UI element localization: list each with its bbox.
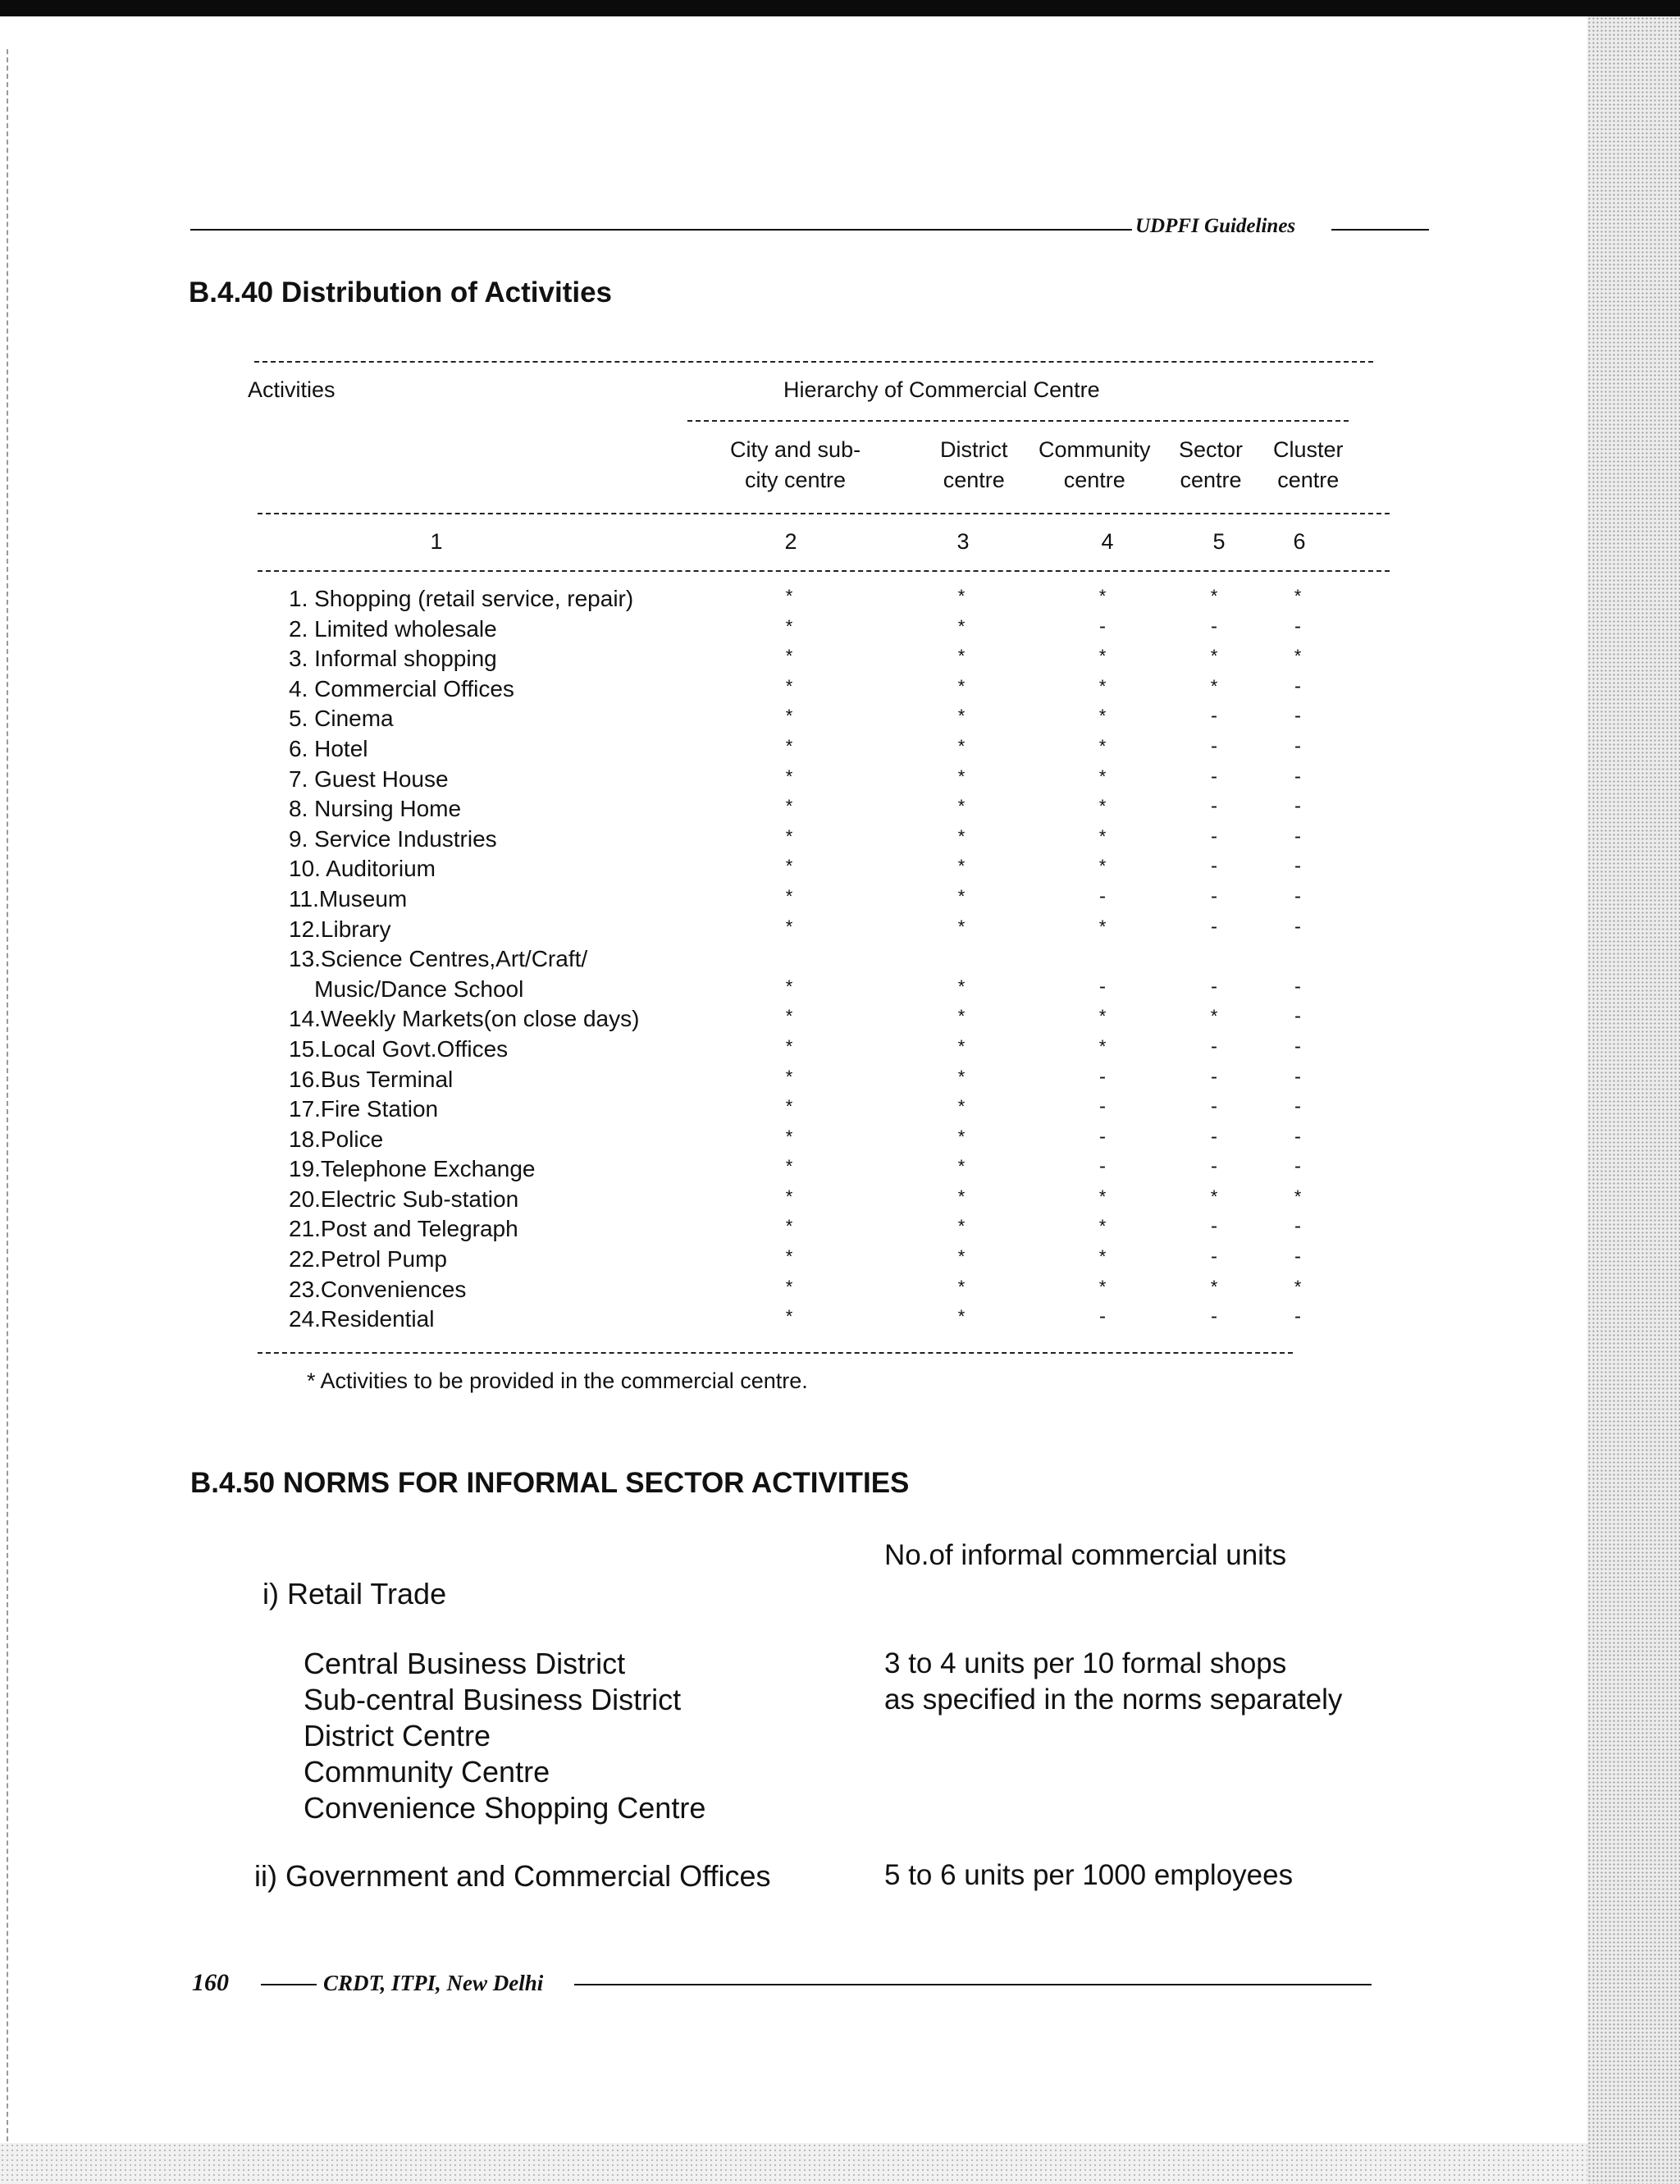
retail-trade-norm-line: as specified in the norms separately	[884, 1684, 1343, 1716]
activity-label: 16.Bus Terminal	[289, 1066, 454, 1092]
cell-city: *	[785, 646, 793, 667]
cell-cluster: -	[1294, 734, 1301, 757]
activity-label: 12.Library	[289, 916, 391, 942]
cell-sector: *	[1210, 1186, 1218, 1207]
col-header-district-line1: District	[940, 437, 1008, 462]
cell-district: *	[957, 1276, 966, 1297]
cell-community: *	[1098, 1246, 1107, 1268]
cell-city: *	[785, 706, 793, 727]
cell-cluster: -	[1294, 1305, 1301, 1328]
cell-sector: *	[1210, 1276, 1218, 1297]
cell-community: *	[1098, 1035, 1107, 1057]
cell-district: *	[957, 675, 966, 697]
section-title-informal-norms: B.4.50 NORMS FOR INFORMAL SECTOR ACTIVITIES	[190, 1467, 910, 1499]
table-row	[0, 1214, 1559, 1245]
cell-cluster: -	[1294, 1005, 1301, 1028]
col-header-community-line1: Community	[1039, 437, 1151, 462]
cell-district: *	[957, 916, 966, 937]
activity-label: 17.Fire Station	[289, 1096, 439, 1122]
cell-cluster: *	[1294, 1186, 1302, 1207]
cell-city: *	[785, 796, 793, 817]
activities-header: Activities	[248, 377, 336, 402]
cell-city: *	[785, 885, 793, 907]
cell-city: *	[785, 1246, 793, 1268]
cell-community: *	[1098, 916, 1107, 937]
hierarchy-underline	[687, 420, 1349, 422]
activity-label: 5. Cinema	[289, 706, 394, 732]
footer-rule	[574, 1984, 1372, 1985]
cell-cluster: -	[1294, 855, 1301, 878]
cell-community: *	[1098, 675, 1107, 697]
activity-label: 22.Petrol Pump	[289, 1246, 447, 1272]
cell-district: *	[957, 765, 966, 787]
cell-district: *	[957, 975, 966, 997]
table-row	[0, 1275, 1559, 1305]
cell-cluster: -	[1294, 615, 1301, 637]
cell-community: -	[1099, 1125, 1106, 1148]
table-row	[0, 1035, 1559, 1065]
cell-community: *	[1098, 796, 1107, 817]
table-row	[0, 915, 1559, 945]
col-header-sector-line2: centre	[1180, 468, 1242, 492]
activity-label: 7. Guest House	[289, 765, 449, 792]
activity-label: 15.Local Govt.Offices	[289, 1035, 509, 1062]
cell-city: *	[785, 586, 793, 606]
place-item: Sub-central Business District	[304, 1683, 682, 1716]
cell-district: *	[957, 1186, 966, 1207]
cell-community: *	[1098, 1006, 1107, 1027]
cell-sector: -	[1211, 1065, 1217, 1088]
section-title-distribution: B.4.40 Distribution of Activities	[189, 276, 613, 308]
cell-district: *	[957, 825, 966, 847]
cell-district: *	[957, 1035, 966, 1057]
col-header-district	[940, 435, 1008, 496]
cell-sector: -	[1211, 915, 1217, 938]
cell-community: *	[1098, 1276, 1107, 1297]
table-row	[0, 615, 1559, 645]
activity-label: 21.Post and Telegraph	[289, 1216, 518, 1242]
column-number-bottom-rule	[258, 570, 1390, 572]
cell-community: -	[1099, 1155, 1106, 1178]
cell-city: *	[785, 1006, 793, 1027]
cell-cluster: -	[1294, 975, 1301, 998]
cell-cluster: -	[1294, 1065, 1301, 1088]
table-row	[0, 704, 1559, 734]
table-row	[0, 584, 1559, 615]
table-row	[0, 884, 1559, 915]
cell-district: *	[957, 1066, 966, 1087]
cell-community: -	[1099, 1305, 1106, 1328]
cell-sector: -	[1211, 1245, 1217, 1268]
cell-community: -	[1099, 884, 1106, 907]
cell-sector: -	[1211, 1095, 1217, 1118]
col-header-cluster-line2: centre	[1277, 468, 1340, 492]
cell-sector: -	[1211, 795, 1217, 818]
cell-sector: *	[1210, 646, 1218, 667]
cell-sector: -	[1211, 705, 1217, 728]
cell-sector: *	[1210, 586, 1218, 606]
table-row	[0, 1065, 1559, 1095]
table-footnote: * Activities to be provided in the commercial centre.	[307, 1368, 808, 1393]
table-row	[0, 1304, 1559, 1335]
cell-sector: *	[1210, 1006, 1218, 1027]
column-number-5: 5	[1212, 529, 1226, 554]
cell-sector: -	[1211, 1035, 1217, 1058]
cell-city: *	[785, 975, 793, 997]
activity-label: 1. Shopping (retail service, repair)	[289, 586, 634, 611]
scan-right-edge	[1587, 16, 1680, 2184]
cell-sector: -	[1211, 855, 1217, 878]
cell-community: *	[1098, 1216, 1107, 1237]
cell-cluster: -	[1294, 825, 1301, 848]
table-row	[0, 734, 1559, 765]
cell-district: *	[957, 885, 966, 907]
col-header-sector	[1179, 435, 1243, 496]
col-header-district-line2: centre	[943, 468, 1005, 492]
table-row	[0, 794, 1559, 825]
cell-district: *	[957, 735, 966, 756]
cell-community: -	[1099, 975, 1106, 998]
column-number-1: 1	[430, 529, 443, 554]
col-header-cluster	[1273, 435, 1344, 496]
col-header-city	[730, 435, 861, 496]
cell-cluster: -	[1294, 765, 1301, 788]
cell-cluster: -	[1294, 674, 1301, 697]
place-item: Central Business District	[304, 1647, 626, 1680]
cell-cluster: *	[1294, 586, 1302, 606]
cell-district: *	[957, 1156, 966, 1177]
table-row	[0, 674, 1559, 705]
table-row	[0, 854, 1559, 884]
col-header-city-line2: city centre	[745, 468, 847, 492]
footer-small-rule	[261, 1984, 317, 1985]
norms-column-header: No.of informal commercial units	[884, 1539, 1287, 1571]
cell-city: *	[785, 675, 793, 697]
col-header-city-line1: City and sub-	[730, 437, 861, 462]
cell-district: *	[957, 1216, 966, 1237]
table-row	[0, 1094, 1559, 1125]
column-number-3: 3	[956, 529, 970, 554]
offices-norm: 5 to 6 units per 1000 employees	[884, 1859, 1294, 1891]
cell-district: *	[957, 1096, 966, 1117]
cell-community: *	[1098, 765, 1107, 787]
activity-label: 11.Museum	[289, 885, 408, 912]
cell-sector: -	[1211, 734, 1217, 757]
cell-community: *	[1098, 1186, 1107, 1207]
scan-top-border	[0, 0, 1680, 16]
cell-city: *	[785, 1186, 793, 1207]
activity-label: 8. Nursing Home	[289, 796, 462, 822]
cell-community: *	[1098, 706, 1107, 727]
cell-district: *	[957, 646, 966, 667]
cell-district: *	[957, 856, 966, 877]
cell-community: -	[1099, 1065, 1106, 1088]
table-row	[0, 644, 1559, 674]
activity-label: 3. Informal shopping	[289, 646, 497, 672]
cell-sector: -	[1211, 884, 1217, 907]
cell-sector: -	[1211, 1125, 1217, 1148]
col-header-community	[1039, 435, 1151, 496]
cell-district: *	[957, 1126, 966, 1147]
cell-district: *	[957, 1306, 966, 1327]
table-row	[0, 1245, 1559, 1275]
retail-trade-label: i) Retail Trade	[262, 1577, 447, 1611]
activity-label: Music/Dance School	[289, 975, 524, 1002]
cell-cluster: -	[1294, 1245, 1301, 1268]
cell-city: *	[785, 1156, 793, 1177]
scan-bottom-edge	[0, 2143, 1587, 2184]
cell-city: *	[785, 1066, 793, 1087]
cell-community: -	[1099, 615, 1106, 637]
cell-sector: -	[1211, 1155, 1217, 1178]
table-row	[0, 765, 1559, 795]
cell-cluster: -	[1294, 1155, 1301, 1178]
column-number-2: 2	[784, 529, 797, 554]
cell-community: -	[1099, 1095, 1106, 1118]
cell-city: *	[785, 735, 793, 756]
activity-label: 4. Commercial Offices	[289, 675, 514, 701]
hierarchy-header: Hierarchy of Commercial Centre	[783, 377, 1100, 402]
retail-trade-places	[304, 1646, 705, 1826]
table-row	[0, 825, 1559, 855]
table-row	[0, 1004, 1559, 1035]
table-row	[0, 1125, 1559, 1155]
column-number-top-rule	[258, 513, 1390, 514]
cell-sector: -	[1211, 765, 1217, 788]
activity-label: 18.Police	[289, 1126, 384, 1152]
activity-label: 23.Conveniences	[289, 1276, 467, 1302]
cell-city: *	[785, 765, 793, 787]
column-number-6: 6	[1293, 529, 1306, 554]
cell-community: *	[1098, 646, 1107, 667]
cell-community: *	[1098, 735, 1107, 756]
cell-sector: *	[1210, 675, 1218, 697]
header-rule-end	[1331, 229, 1429, 231]
activity-label: 10. Auditorium	[289, 856, 436, 882]
place-item: District Centre	[304, 1719, 491, 1752]
cell-district: *	[957, 706, 966, 727]
col-header-cluster-line1: Cluster	[1273, 437, 1344, 462]
cell-city: *	[785, 916, 793, 937]
cell-district: *	[957, 615, 966, 637]
cell-city: *	[785, 1216, 793, 1237]
cell-community: *	[1098, 586, 1107, 606]
place-item: Community Centre	[304, 1755, 550, 1789]
table-row	[0, 1185, 1559, 1215]
cell-city: *	[785, 856, 793, 877]
cell-district: *	[957, 1006, 966, 1027]
cell-sector: -	[1211, 1305, 1217, 1328]
cell-sector: -	[1211, 1215, 1217, 1238]
cell-cluster: -	[1294, 884, 1301, 907]
cell-city: *	[785, 1126, 793, 1147]
table-row	[0, 975, 1559, 1005]
table-row	[0, 944, 1559, 975]
page-number: 160	[192, 1969, 229, 1996]
cell-cluster: -	[1294, 915, 1301, 938]
cell-sector: -	[1211, 615, 1217, 637]
activity-label: 20.Electric Sub-station	[289, 1186, 519, 1212]
retail-trade-norm	[884, 1646, 1342, 1718]
cell-city: *	[785, 825, 793, 847]
activity-label: 19.Telephone Exchange	[289, 1156, 536, 1182]
cell-cluster: *	[1294, 646, 1302, 667]
cell-cluster: -	[1294, 1035, 1301, 1058]
running-header-title: UDPFI Guidelines	[1135, 215, 1296, 237]
cell-cluster: -	[1294, 705, 1301, 728]
cell-community: *	[1098, 825, 1107, 847]
cell-city: *	[785, 1306, 793, 1327]
cell-cluster: *	[1294, 1276, 1302, 1297]
column-number-4: 4	[1101, 529, 1114, 554]
cell-city: *	[785, 1096, 793, 1117]
activities-table-body	[0, 584, 1559, 1335]
cell-community: *	[1098, 856, 1107, 877]
activity-label: 6. Hotel	[289, 735, 368, 761]
retail-trade-norm-line: 3 to 4 units per 10 formal shops	[884, 1647, 1287, 1679]
activity-label: 9. Service Industries	[289, 825, 497, 852]
cell-city: *	[785, 1276, 793, 1297]
cell-sector: -	[1211, 975, 1217, 998]
activity-label: 13.Science Centres,Art/Craft/	[289, 946, 588, 972]
offices-label: ii) Government and Commercial Offices	[254, 1859, 771, 1893]
cell-city: *	[785, 1035, 793, 1057]
activity-label: 24.Residential	[289, 1306, 435, 1332]
activity-label: 2. Limited wholesale	[289, 615, 497, 642]
place-item: Convenience Shopping Centre	[304, 1791, 706, 1825]
table-row	[0, 1154, 1559, 1185]
cell-cluster: -	[1294, 1125, 1301, 1148]
cell-cluster: -	[1294, 795, 1301, 818]
col-header-community-line2: centre	[1063, 468, 1125, 492]
col-header-sector-line1: Sector	[1179, 437, 1244, 462]
cell-sector: -	[1211, 825, 1217, 848]
cell-district: *	[957, 796, 966, 817]
cell-cluster: -	[1294, 1095, 1301, 1118]
activity-label: 14.Weekly Markets(on close days)	[289, 1006, 640, 1032]
footer-org: CRDT, ITPI, New Delhi	[323, 1971, 544, 1995]
cell-city: *	[785, 615, 793, 637]
cell-cluster: -	[1294, 1215, 1301, 1238]
cell-district: *	[957, 586, 966, 606]
table-bottom-rule	[258, 1352, 1293, 1354]
table-top-rule	[254, 361, 1373, 363]
cell-district: *	[957, 1246, 966, 1268]
header-rule	[190, 229, 1132, 231]
